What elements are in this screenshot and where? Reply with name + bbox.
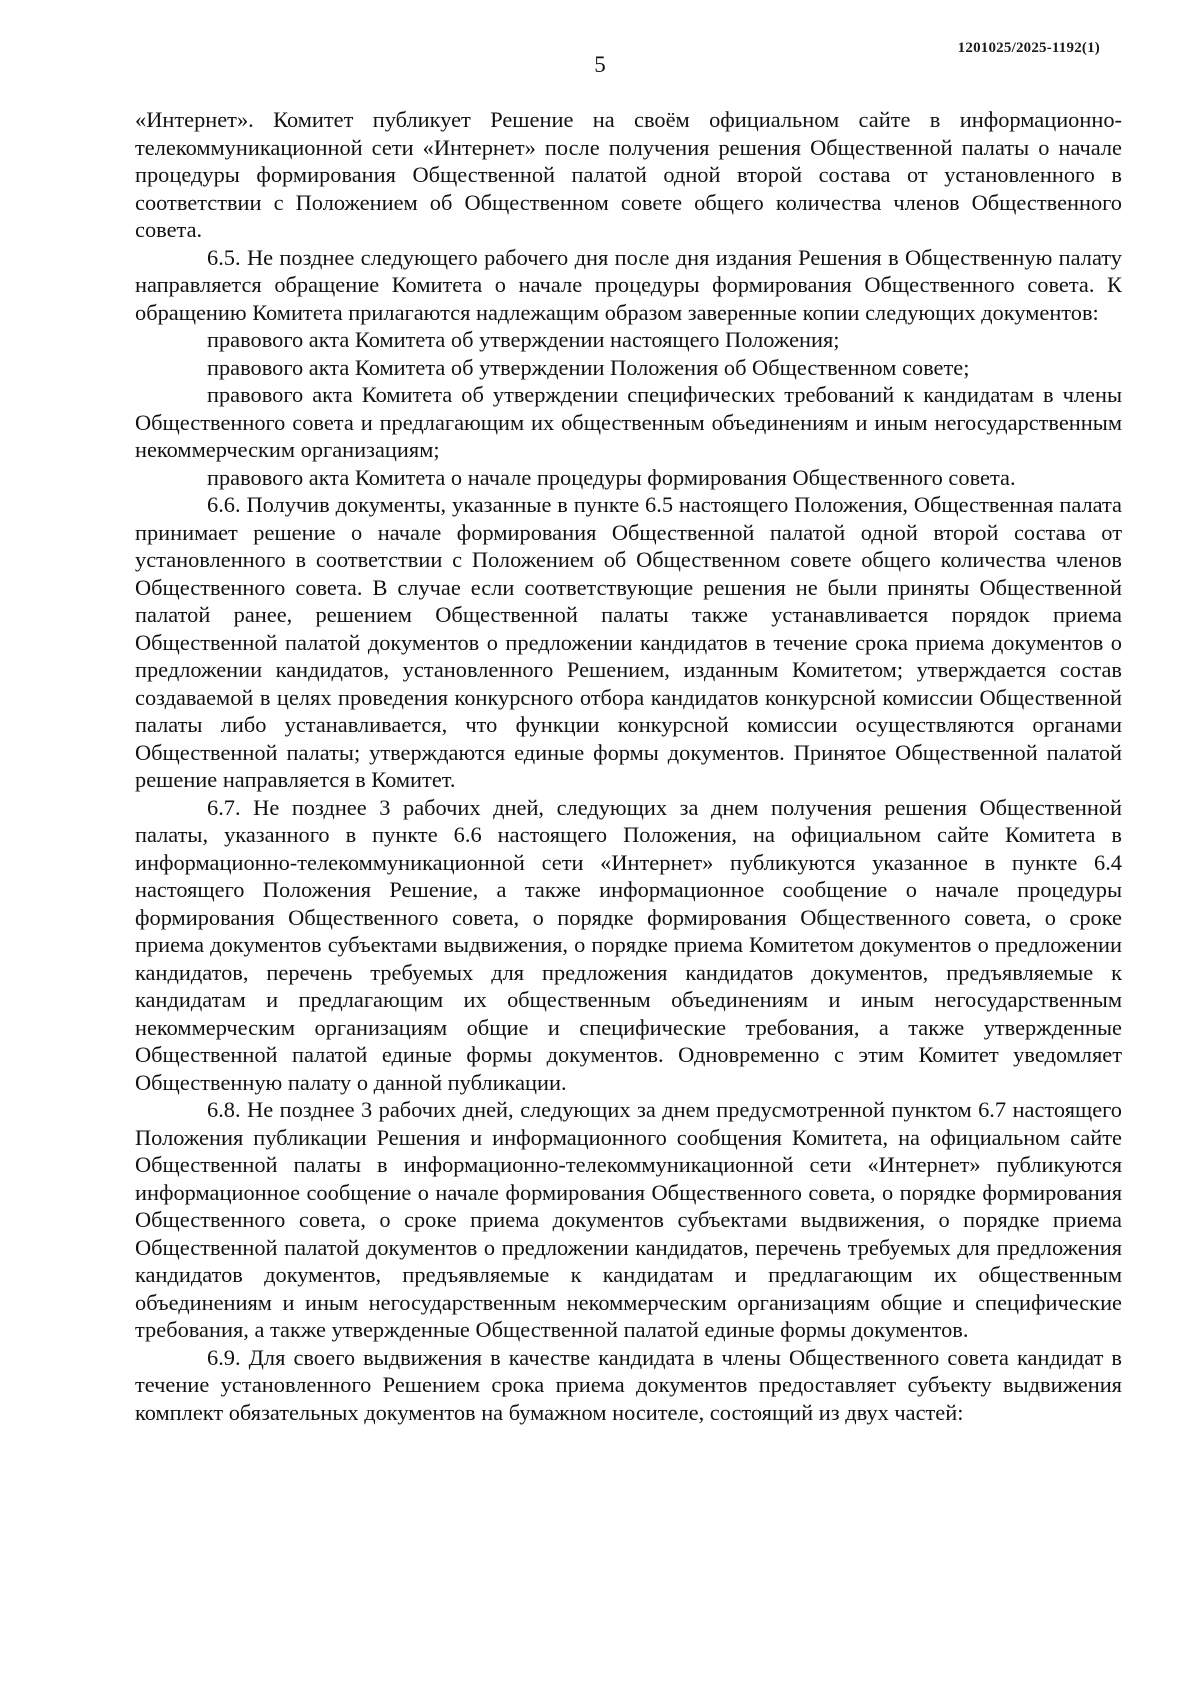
paragraph-continuation: «Интернет». Комитет публикует Решение на своём официальном сайте в информационно-телекоммуникационной сети «Интернет» после получения решения Общественной палаты о начале процедуры формирования Общественной палатой одной второй состава от установленного в соответствии с Положением об Общественном совете общего количества членов Общественного совета.: [135, 107, 1122, 242]
document-number: 1201025/2025-1192(1): [957, 40, 1100, 56]
list-item-document-2: правового акта Комитета об утверждении Положения об Общественном совете;: [207, 354, 970, 380]
list-item-document-1: правового акта Комитета об утверждении настоящего Положения;: [207, 327, 840, 352]
document-body: [135, 106, 1122, 1426]
list-item-document-3: правового акта Комитета об утверждении специфических требований к кандидатам в члены Общественного совета и предлагающим их общественным объединениям и иным негосударственным некоммерческим организациям;: [135, 382, 1122, 462]
page-number: 5: [594, 52, 606, 77]
paragraph-6-7: 6.7. Не позднее 3 рабочих дней, следующих за днем получения решения Общественной палаты, указанного в пункте 6.6 настоящего Положения, на официальном сайте Комитета в информационно-телекоммуникационной сети «Интернет» публикуются указанное в пункте 6.4 настоящего Положения Решение, а также информационное сообщение о начале процедуры формирования Общественного совета, о порядке формирования Общественного совета, о сроке приема документов субъектами выдвижения, о порядке приема Комитетом документов о предложении кандидатов, перечень требуемых для предложения кандидатов документов, предъявляемые к кандидатам и предлагающим их общественным объединениям и иным негосударственным некоммерческим организациям общие и специфические требования, а также утвержденные Общественной палатой единые формы документов. Одновременно с этим Комитет уведомляет Общественную палату о данной публикации.: [135, 794, 1122, 1095]
paragraph-6-5: 6.5. Не позднее следующего рабочего дня после дня издания Решения в Общественную палату направляется обращение Комитета о начале процедуры формирования Общественного совета. К обращению Комитета прилагаются надлежащим образом заверенные копии следующих документов:: [135, 244, 1122, 325]
paragraph-6-6: 6.6. Получив документы, указанные в пункте 6.5 настоящего Положения, Общественная палата принимает решение о начале формирования Общественной палатой одной второй состава от установленного в соответствии с Положением об Общественном совете общего количества членов Общественного совета. В случае если соответствующие решения не были приняты Общественной палатой ранее, решением Общественной палаты также устанавливается порядок приема Общественной палатой документов о предложении кандидатов в течение срока приема документов о предложении кандидатов, установленного Решением, изданным Комитетом; утверждается состав создаваемой в целях проведения конкурсного отбора кандидатов конкурсной комиссии Общественной палаты либо устанавливается, что функции конкурсной комиссии осуществляются органами Общественной палаты; утверждаются единые формы документов. Принятое Общественной палатой решение направляется в Комитет.: [135, 492, 1122, 792]
paragraph-6-8: 6.8. Не позднее 3 рабочих дней, следующих за днем предусмотренной пунктом 6.7 настоящего Положения публикации Решения и информационного сообщения Комитета, на официальном сайте Общественной палаты в информационно-телекоммуникационной сети «Интернет» публикуются информационное сообщение о начале формирования Общественного совета, о порядке формирования Общественного совета, о сроке приема документов субъектами выдвижения, о порядке приема Общественной палатой документов о предложении кандидатов, перечень требуемых для предложения кандидатов документов, предъявляемые к кандидатам и предлагающим их общественным объединениям и иным негосударственным некоммерческим организациям общие и специфические требования, а также утвержденные Общественной палатой единые формы документов.: [135, 1097, 1122, 1342]
paragraph-6-9: 6.9. Для своего выдвижения в качестве кандидата в члены Общественного совета кандидат в течение установленного Решением срока приема документов предоставляет субъекту выдвижения комплект обязательных документов на бумажном носителе, состоящий из двух частей:: [135, 1344, 1122, 1425]
list-item-document-4: правового акта Комитета о начале процедуры формирования Общественного совета.: [207, 464, 1016, 490]
